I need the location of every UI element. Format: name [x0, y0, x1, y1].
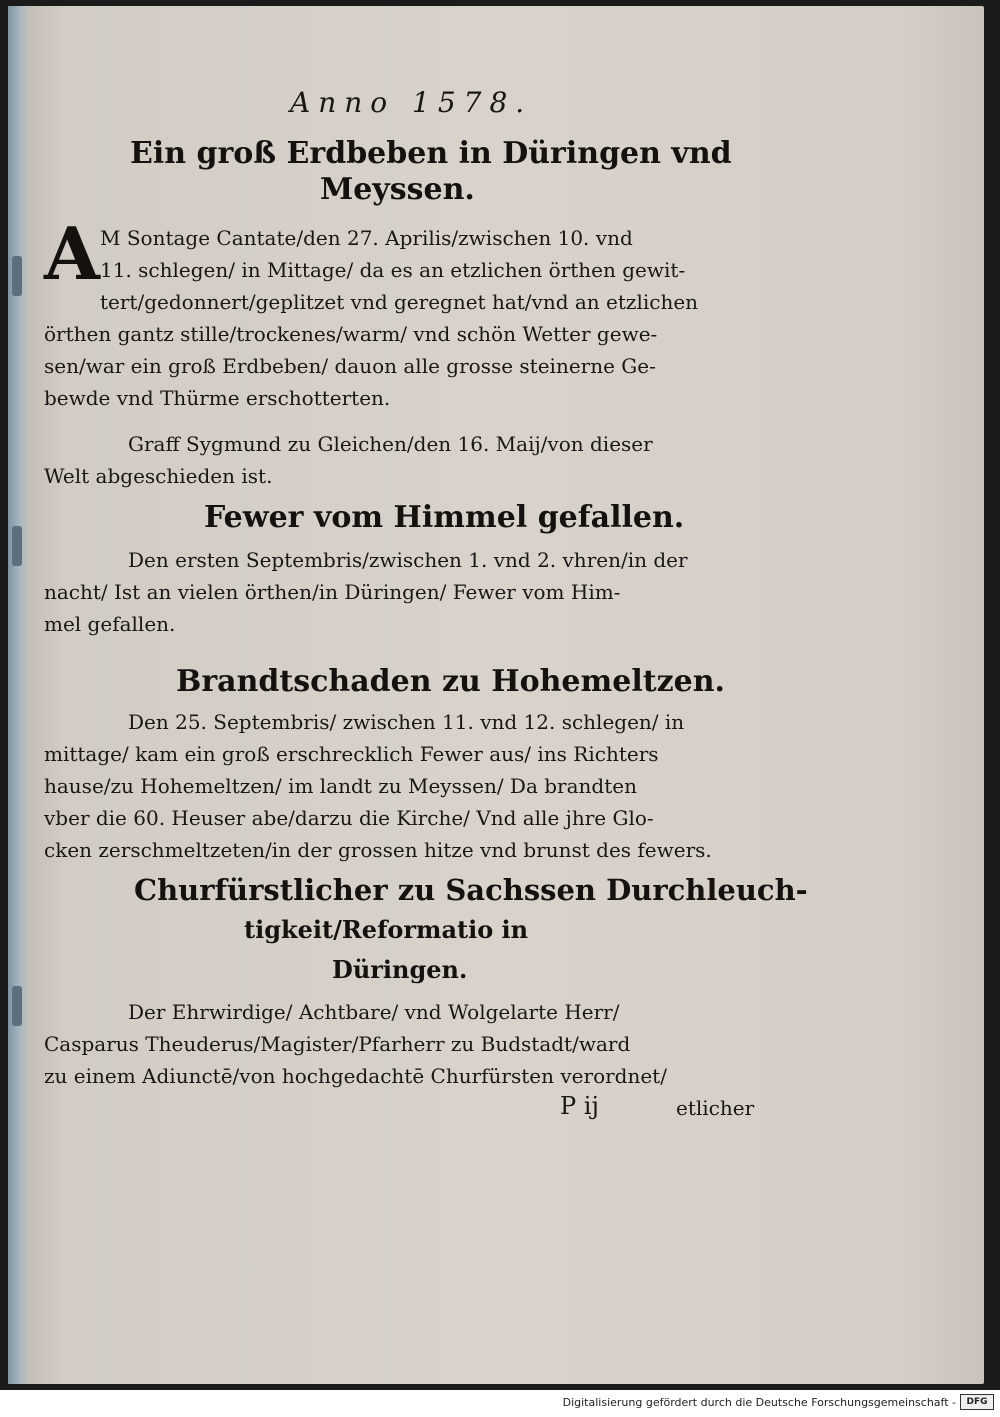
text-line: nacht/ Ist an vielen örthen/in Düringen/ Fewer vom Him-	[44, 580, 621, 604]
text-line: mel gefallen.	[44, 612, 176, 636]
text-line: sen/war ein groß Erdbeben/ dauon alle grosse steinerne Ge-	[44, 354, 656, 378]
text-line: tert/gedonnert/geplitzet vnd geregnet hat/vnd an etzlichen	[100, 290, 699, 314]
page-header-anno: Anno 1578.	[290, 86, 533, 119]
heading-line: tigkeit/Reformatio in	[244, 915, 529, 944]
section-heading-reformatio	[134, 870, 808, 990]
text-line: Den ersten Septembris/zwischen 1. vnd 2. vhren/in der	[128, 548, 688, 572]
heading-line: Ein groß Erdbeben in Düringen vnd	[130, 136, 732, 171]
section-heading-brandtschaden	[176, 664, 725, 700]
catchword: etlicher	[676, 1096, 755, 1120]
text-line: bewde vnd Thürme erschotterten.	[44, 386, 391, 410]
spine-mark	[12, 986, 22, 1026]
text-line: M Sontage Cantate/den 27. Aprilis/zwischen 10. vnd	[100, 226, 633, 250]
section-heading-earthquake	[130, 136, 732, 208]
text-line: Den 25. Septembris/ zwischen 11. vnd 12. schlegen/ in	[128, 710, 685, 734]
dfg-logo: DFG	[960, 1394, 994, 1410]
text-line: mittage/ kam ein groß erschrecklich Fewer aus/ ins Richters	[44, 742, 659, 766]
heading-line: Düringen.	[332, 955, 468, 984]
paragraph-brandtschaden	[44, 706, 764, 866]
signature-mark: P ij	[560, 1092, 599, 1120]
heading-line: Meyssen.	[320, 172, 475, 207]
spine-mark	[12, 256, 22, 296]
text-line: Welt abgeschieden ist.	[44, 464, 273, 488]
section-heading-fire-from-sky	[204, 500, 684, 536]
paragraph-graff-sygmund	[44, 428, 764, 492]
paragraph-fire-from-sky	[44, 544, 764, 640]
paragraph-reformatio	[44, 996, 764, 1092]
heading-line: Churfürstlicher zu Sachssen Durchleuch-	[134, 873, 808, 907]
paragraph-earthquake	[44, 222, 764, 414]
text-line: zu einem Adiunctē/von hochgedachtē Churfürsten verordnet/	[44, 1064, 667, 1088]
text-line: hause/zu Hohemeltzen/ im landt zu Meyssen/ Da brandten	[44, 774, 637, 798]
text-line: cken zerschmeltzeten/in der grossen hitze vnd brunst des fewers.	[44, 838, 712, 862]
spine-mark	[12, 526, 22, 566]
text-line: Graff Sygmund zu Gleichen/den 16. Maij/von dieser	[128, 432, 653, 456]
text-line: 11. schlegen/ in Mittage/ da es an etzlichen örthen gewit-	[100, 258, 686, 282]
footer-credit: Digitalisierung gefördert durch die Deutsche Forschungsgemeinschaft -	[562, 1396, 956, 1409]
drop-capital: A	[44, 211, 100, 296]
heading-line: Fewer vom Himmel gefallen.	[204, 500, 685, 535]
heading-line: Brandtschaden zu Hohemeltzen.	[176, 664, 725, 699]
text-line: Der Ehrwirdige/ Achtbare/ vnd Wolgelarte Herr/	[128, 1000, 620, 1024]
text-line: örthen gantz stille/trockenes/warm/ vnd schön Wetter gewe-	[44, 322, 658, 346]
text-line: vber die 60. Heuser abe/darzu die Kirche/ Vnd alle jhre Glo-	[44, 806, 654, 830]
book-spine	[8, 6, 30, 1384]
text-line: Casparus Theuderus/Magister/Pfarherr zu Budstadt/ward	[44, 1032, 631, 1056]
